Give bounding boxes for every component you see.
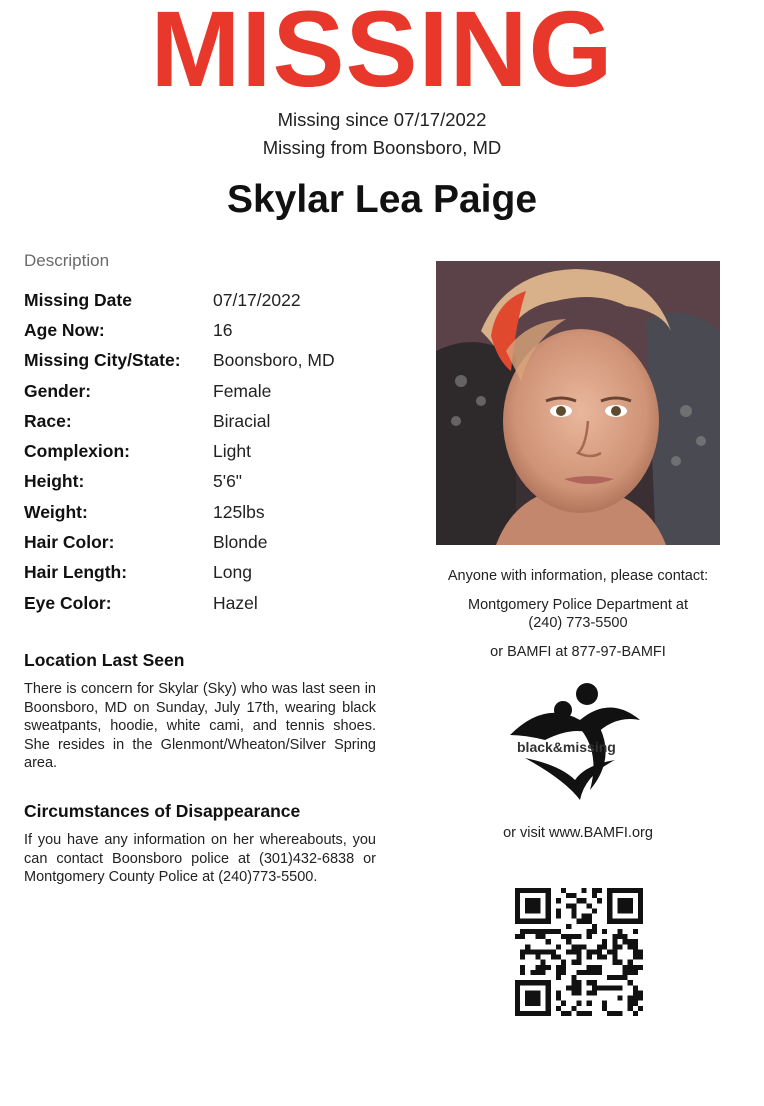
detail-value: Female xyxy=(213,380,272,401)
contact-website: or visit www.BAMFI.org xyxy=(503,825,653,841)
detail-label: Missing Date xyxy=(24,289,132,310)
detail-label: Missing City/State: xyxy=(24,350,181,371)
bamfi-logo-icon xyxy=(505,680,645,800)
description-table xyxy=(24,285,414,618)
detail-row xyxy=(24,315,414,345)
bamfi-logo-text: black&missing xyxy=(517,739,616,755)
detail-value: 07/17/2022 xyxy=(213,289,301,310)
person-name: Skylar Lea Paige xyxy=(226,178,538,221)
detail-row xyxy=(24,376,414,406)
contact-department-phone: (240) 773-5500 xyxy=(528,615,628,631)
detail-value: Long xyxy=(213,562,252,583)
detail-value: Biracial xyxy=(213,410,271,431)
description-heading: Description xyxy=(24,251,110,270)
detail-value: Blonde xyxy=(213,532,268,553)
detail-value: Boonsboro, MD xyxy=(213,350,335,371)
detail-label: Eye Color: xyxy=(24,592,112,613)
detail-row xyxy=(24,436,414,466)
detail-value: 5'6" xyxy=(213,471,243,492)
detail-value: 125lbs xyxy=(213,501,265,522)
missing-since: Missing since 07/17/2022 xyxy=(277,109,487,130)
detail-row xyxy=(24,346,414,376)
detail-label: Weight: xyxy=(24,501,88,522)
contact-intro: Anyone with information, please contact: xyxy=(447,568,709,584)
missing-from: Missing from Boonsboro, MD xyxy=(262,137,502,158)
detail-row xyxy=(24,558,414,588)
detail-label: Age Now: xyxy=(24,319,105,340)
detail-value: Hazel xyxy=(213,592,258,613)
detail-row xyxy=(24,497,414,527)
detail-row xyxy=(24,588,414,618)
circumstances-title: Circumstances of Disappearance xyxy=(24,801,301,821)
detail-row xyxy=(24,406,414,436)
detail-label: Hair Color: xyxy=(24,532,115,553)
qr-code-icon xyxy=(515,888,643,1016)
detail-row xyxy=(24,527,414,557)
detail-value: 16 xyxy=(213,319,233,340)
detail-label: Race: xyxy=(24,410,72,431)
circumstances-text: If you have any information on her whereabouts, you can contact Boonsboro police at (301)432-6838 or Montgomery County Police at (240)773-5500. xyxy=(24,832,376,885)
detail-label: Height: xyxy=(24,471,85,492)
detail-row xyxy=(24,467,414,497)
missing-banner: MISSING xyxy=(150,0,614,109)
contact-bamfi: or BAMFI at 877-97-BAMFI xyxy=(490,644,666,660)
portrait-photo xyxy=(436,261,720,545)
detail-label: Complexion: xyxy=(24,441,130,462)
contact-department: Montgomery Police Department at xyxy=(467,597,688,613)
location-text: There is concern for Skylar (Sky) who was last seen in Boonsboro, MD on Sunday, July 17th, wearing black sweatpants, hoodie, white cami, and tennis shoes. She resides in the Glenmont/Wheaton/Silver Spring area. xyxy=(24,681,376,771)
detail-value: Light xyxy=(213,441,251,462)
detail-label: Hair Length: xyxy=(24,562,128,583)
detail-row xyxy=(24,285,414,315)
location-title: Location Last Seen xyxy=(24,650,185,670)
detail-label: Gender: xyxy=(24,380,92,401)
